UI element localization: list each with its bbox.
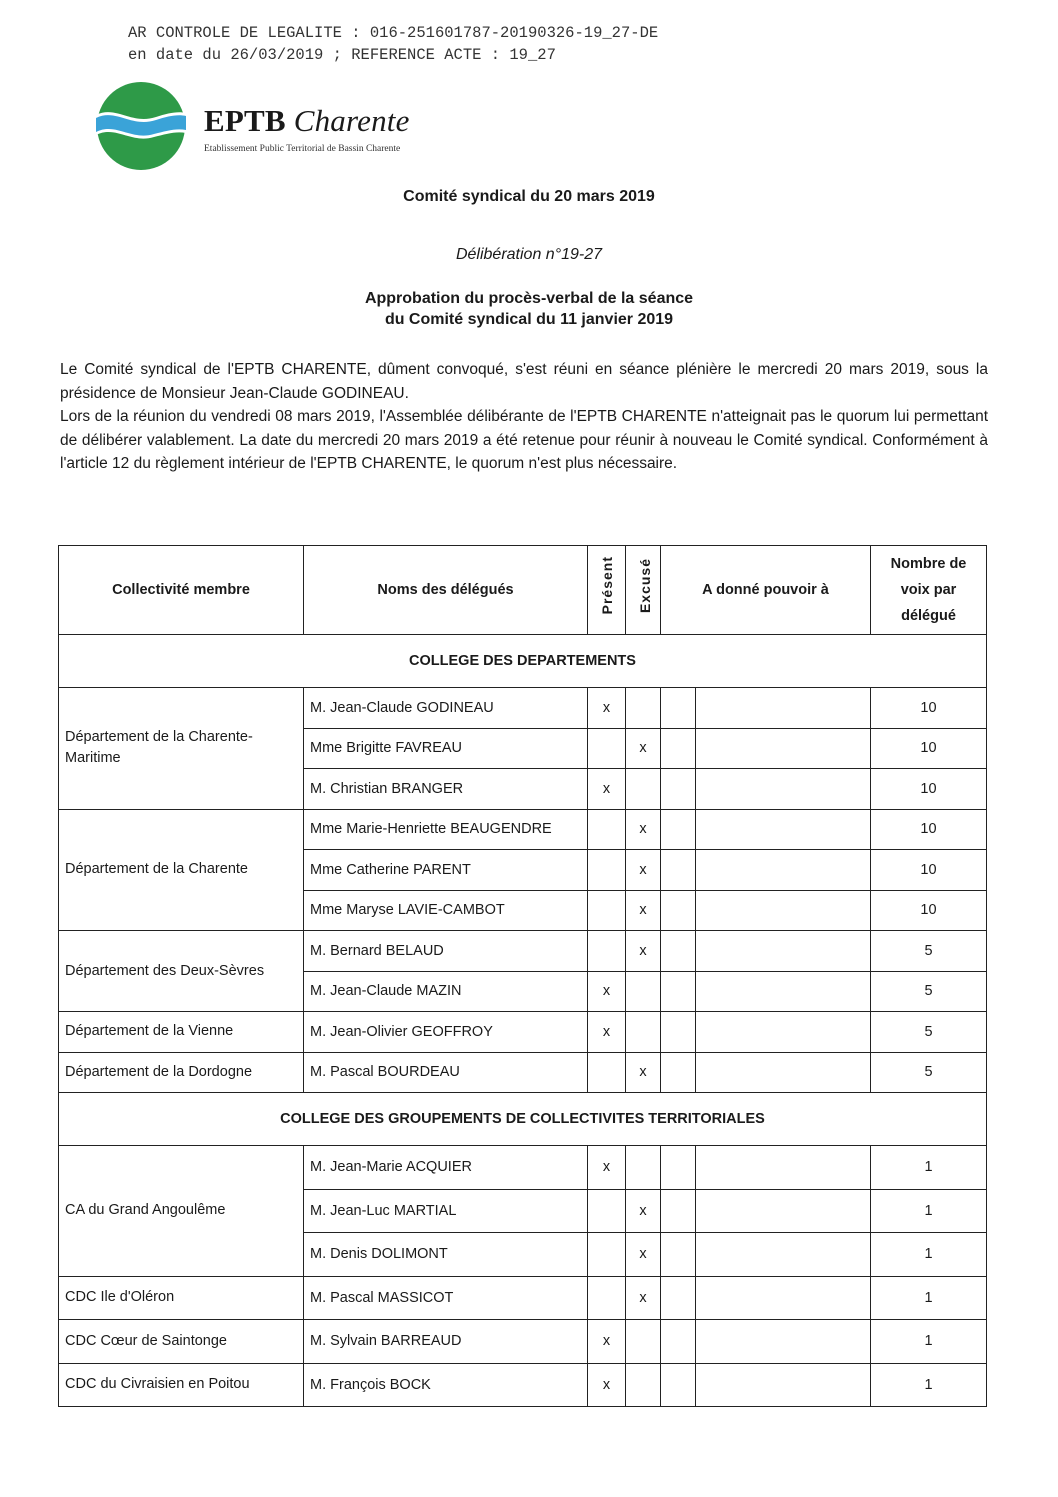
pouvoir-spacer-cell [661, 688, 696, 729]
stamp-line-1: AR CONTROLE DE LEGALITE : 016-251601787-20190326-19_27-DE [128, 24, 659, 42]
collectivite-cell: Département de la Dordogne [59, 1052, 304, 1093]
excuse-cell [626, 1320, 661, 1364]
voix-cell: 10 [871, 688, 987, 729]
excuse-cell: x [626, 890, 661, 931]
pouvoir-cell [696, 850, 871, 891]
delegue-cell: M. Jean-Marie ACQUIER [304, 1146, 588, 1190]
pouvoir-spacer-cell [661, 1052, 696, 1093]
delegue-cell: Mme Maryse LAVIE-CAMBOT [304, 890, 588, 931]
pouvoir-spacer-cell [661, 769, 696, 810]
pouvoir-cell [696, 931, 871, 972]
voix-cell: 5 [871, 971, 987, 1012]
college-label: COLLEGE DES DEPARTEMENTS [59, 635, 987, 688]
pouvoir-cell [696, 1233, 871, 1277]
delegue-cell: M. Jean-Claude MAZIN [304, 971, 588, 1012]
header-voix: Nombre de voix par délégué [871, 546, 987, 635]
delegue-cell: Mme Catherine PARENT [304, 850, 588, 891]
collectivite-cell: CDC du Civraisien en Poitou [59, 1363, 304, 1407]
pouvoir-cell [696, 1146, 871, 1190]
brand-name-italic: Charente [293, 103, 410, 138]
present-cell [588, 809, 626, 850]
table-row [59, 1012, 987, 1053]
collectivite-cell: Département de la Charente-Maritime [59, 688, 304, 810]
header-collectivite: Collectivité membre [59, 546, 304, 635]
delegue-cell: M. Denis DOLIMONT [304, 1233, 588, 1277]
pouvoir-spacer-cell [661, 1233, 696, 1277]
present-cell: x [588, 971, 626, 1012]
excuse-cell [626, 971, 661, 1012]
pouvoir-spacer-cell [661, 890, 696, 931]
pouvoir-spacer-cell [661, 1276, 696, 1320]
present-cell: x [588, 1146, 626, 1190]
voix-cell: 1 [871, 1189, 987, 1233]
collectivite-cell: CA du Grand Angoulême [59, 1146, 304, 1277]
excuse-cell: x [626, 1233, 661, 1277]
table-row [59, 1363, 987, 1407]
pouvoir-spacer-cell [661, 850, 696, 891]
brand-subtitle: Etablissement Public Territorial de Bassin Charente [204, 144, 401, 154]
present-cell: x [588, 688, 626, 729]
pouvoir-cell [696, 1012, 871, 1053]
delegue-cell: M. Jean-Olivier GEOFFROY [304, 1012, 588, 1053]
header-present [588, 546, 626, 635]
delegue-cell: M. Pascal BOURDEAU [304, 1052, 588, 1093]
pouvoir-spacer-cell [661, 1320, 696, 1364]
voix-cell: 10 [871, 728, 987, 769]
subject-line-1: Approbation du procès-verbal de la séance [364, 290, 694, 307]
voix-cell: 5 [871, 931, 987, 972]
excuse-cell: x [626, 931, 661, 972]
pouvoir-cell [696, 1320, 871, 1364]
excuse-cell [626, 688, 661, 729]
collectivite-cell: Département de la Vienne [59, 1012, 304, 1053]
collectivite-cell: Département des Deux-Sèvres [59, 931, 304, 1012]
present-cell [588, 1233, 626, 1277]
stamp-line-2: en date du 26/03/2019 ; REFERENCE ACTE : 19_27 [128, 46, 556, 64]
present-cell: x [588, 1012, 626, 1053]
table-row [59, 1320, 987, 1364]
voix-cell: 1 [871, 1363, 987, 1407]
voix-cell: 10 [871, 769, 987, 810]
header-pouvoir: A donné pouvoir à [661, 546, 871, 635]
table-row [59, 931, 987, 972]
pouvoir-cell [696, 769, 871, 810]
legality-stamp [128, 22, 658, 66]
table-row [59, 1052, 987, 1093]
excuse-cell [626, 1363, 661, 1407]
pouvoir-cell [696, 1052, 871, 1093]
table-header-row [59, 546, 987, 635]
collectivite-cell: CDC Ile d'Oléron [59, 1276, 304, 1320]
pouvoir-cell [696, 809, 871, 850]
pouvoir-cell [696, 1276, 871, 1320]
header-excuse [626, 546, 661, 635]
pouvoir-spacer-cell [661, 971, 696, 1012]
pouvoir-spacer-cell [661, 1012, 696, 1053]
college-row [59, 1093, 987, 1146]
pouvoir-cell [696, 971, 871, 1012]
delegue-cell: Mme Marie-Henriette BEAUGENDRE [304, 809, 588, 850]
pouvoir-spacer-cell [661, 931, 696, 972]
excuse-cell: x [626, 1276, 661, 1320]
table-row [59, 809, 987, 850]
college-label: COLLEGE DES GROUPEMENTS DE COLLECTIVITES TERRITORIALES [59, 1093, 987, 1146]
voix-cell: 10 [871, 890, 987, 931]
excuse-cell [626, 1146, 661, 1190]
present-cell [588, 728, 626, 769]
header-excuse-label: Excusé [637, 557, 653, 614]
excuse-cell: x [626, 850, 661, 891]
pouvoir-spacer-cell [661, 1189, 696, 1233]
present-cell [588, 1189, 626, 1233]
pouvoir-cell [696, 728, 871, 769]
pouvoir-spacer-cell [661, 1363, 696, 1407]
table-row [59, 688, 987, 729]
paragraph-2: Lors de la réunion du vendredi 08 mars 2019, l'Assemblée délibérante de l'EPTB CHARENTE n'atteignait pas le quorum lui permettant de délibérer valablement. La date du mercredi 20 mars 2019 a été retenue pour réunir à nouveau le Comité syndical. Conformément à l'article 12 du règlement intérieur de l'EPTB CHARENTE, le quorum n'est plus nécessaire. [60, 408, 988, 472]
pouvoir-cell [696, 1189, 871, 1233]
present-cell [588, 890, 626, 931]
pouvoir-spacer-cell [661, 728, 696, 769]
voix-cell: 5 [871, 1052, 987, 1093]
table-row [59, 1276, 987, 1320]
excuse-cell: x [626, 728, 661, 769]
body-text [60, 358, 988, 476]
header-noms: Noms des délégués [304, 546, 588, 635]
pouvoir-cell [696, 688, 871, 729]
delegue-cell: M. Jean-Luc MARTIAL [304, 1189, 588, 1233]
pouvoir-spacer-cell [661, 809, 696, 850]
excuse-cell: x [626, 1052, 661, 1093]
pouvoir-cell [696, 890, 871, 931]
present-cell [588, 1276, 626, 1320]
present-cell [588, 931, 626, 972]
delegue-cell: Mme Brigitte FAVREAU [304, 728, 588, 769]
present-cell [588, 1052, 626, 1093]
brand-name [204, 104, 410, 138]
delegue-cell: M. François BOCK [304, 1363, 588, 1407]
voix-cell: 10 [871, 809, 987, 850]
pouvoir-cell [696, 1363, 871, 1407]
header-present-label: Présent [599, 556, 615, 615]
subject-line-2: du Comité syndical du 11 janvier 2019 [384, 311, 674, 328]
voix-cell: 1 [871, 1320, 987, 1364]
present-cell: x [588, 1320, 626, 1364]
present-cell [588, 850, 626, 891]
delegue-cell: M. Pascal MASSICOT [304, 1276, 588, 1320]
excuse-cell: x [626, 1189, 661, 1233]
excuse-cell [626, 769, 661, 810]
collectivite-cell: Département de la Charente [59, 809, 304, 931]
delegue-cell: M. Jean-Claude GODINEAU [304, 688, 588, 729]
present-cell: x [588, 769, 626, 810]
present-cell: x [588, 1363, 626, 1407]
delegue-cell: M. Sylvain BARREAUD [304, 1320, 588, 1364]
voix-cell: 1 [871, 1146, 987, 1190]
excuse-cell [626, 1012, 661, 1053]
delegue-cell: M. Bernard BELAUD [304, 931, 588, 972]
delegue-cell: M. Christian BRANGER [304, 769, 588, 810]
college-row [59, 635, 987, 688]
page-title: Comité syndical du 20 mars 2019 [403, 188, 655, 205]
pouvoir-spacer-cell [661, 1146, 696, 1190]
brand-name-bold: EPTB [204, 103, 286, 138]
excuse-cell: x [626, 809, 661, 850]
voix-cell: 1 [871, 1233, 987, 1277]
table-row [59, 1146, 987, 1190]
voix-cell: 1 [871, 1276, 987, 1320]
deliberation-number: Délibération n°19-27 [455, 246, 603, 263]
deliberation-subject [0, 288, 1058, 330]
attendance-table [58, 545, 987, 1407]
paragraph-1: Le Comité syndical de l'EPTB CHARENTE, dûment convoqué, s'est réuni en séance plénière le mercredi 20 mars 2019, sous la présidence de Monsieur Jean-Claude GODINEAU. [60, 361, 988, 402]
eptb-logo-icon [96, 81, 186, 171]
voix-cell: 10 [871, 850, 987, 891]
voix-cell: 5 [871, 1012, 987, 1053]
collectivite-cell: CDC Cœur de Saintonge [59, 1320, 304, 1364]
